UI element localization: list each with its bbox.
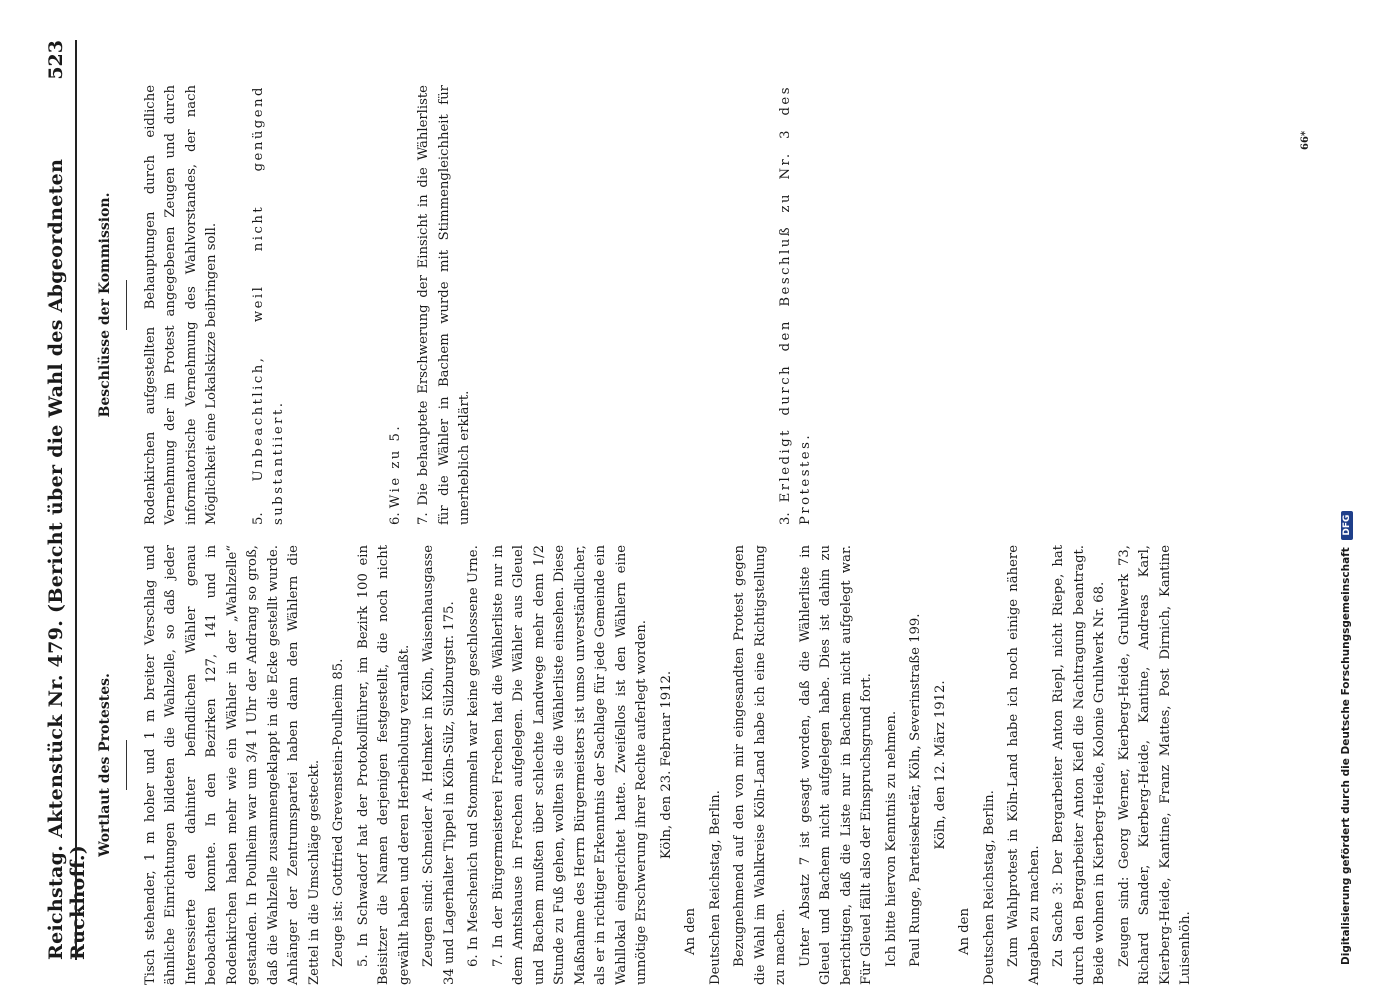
signature-mark: 66* [1300, 130, 1311, 150]
left-column [95, 85, 1201, 985]
paragraph: 5. In Schwadorf hat der Protokollführer, im Bezirk 100 ein Beisitzer die Namen derjenigen festgestellt, die noch nicht gewählt haben und deren Herbeiholung veranlaßt. [355, 545, 412, 985]
paragraph: Unter Absatz 7 ist gesagt worden, daß die Wählerliste in Gleuel und Bachem nicht aufgelegen habe. Dies ist dahin zu berichtigen, daß die Liste nur in Bachem nicht aufgelegt war. Für Gleuel fällt also der Einspruchsgrund fort. [797, 545, 874, 985]
decision-text: Die behauptete Erschwerung der Einsicht in die Wählerliste für die Wähler in Bachem wurde mit Stimmengleichheit für unerheblich erklärt. [416, 85, 472, 525]
protest-heading: Wortlaut des Protestes. [97, 673, 113, 857]
address-line: An den [683, 908, 698, 955]
heading-rule [126, 280, 127, 330]
address-line: An den [957, 908, 972, 955]
address-line: Deutschen Reichstag, Berlin. [707, 790, 723, 985]
witness-line: Zeuge ist: Gottfried Grevenstein-Poulheim 85. [331, 658, 346, 967]
dfg-logo: DFG [1341, 511, 1353, 540]
protest-text [95, 545, 1201, 985]
decision-number: 3. [777, 512, 793, 525]
paragraph: Zu Sache 3: Der Bergarbeiter Anton Riepl, nicht Riepe, hat durch den Bergarbeiter Anton Kiefl die Nachtragung beantragt. Beide wohnen in Kierberg-Heide, Kolonie Gruhlwerk Nr. 68. [1051, 545, 1107, 985]
running-header [45, 40, 89, 960]
funding-text: Digitalisierung gefördert durch die Deutsche Forschungsgemeinschaft [1340, 547, 1352, 965]
witness-line: Zeugen sind: Schneider A. Helmker in Köln, Waisenhausgasse 34 und Lagerhalter Tippel in Köln-Sülz, Sülzburgstr. 175. [421, 545, 457, 985]
decision-text: Wie zu 5. [387, 423, 403, 509]
decision-3 [776, 85, 817, 525]
decision-number: 7. [416, 512, 431, 525]
witness-line: Zeugen sind: Georg Werner, Kierberg-Heide, Gruhlwerk 73, Richard Sander, Kierberg-Heide, Kantine, Andreas Karl, Kierberg-Heide, Kantine, Franz Mattes, Post Dirnich, Kantine Luisenhöh. [1116, 545, 1193, 985]
signature-line: Paul Runge, Parteisekretär, Köln, Severinstraße 199. [908, 613, 923, 967]
commission-text [95, 85, 1201, 525]
decision-number: 5. [250, 512, 266, 525]
date-line: Köln, den 23. Februar 1912. [658, 670, 674, 860]
decision-text: Unbeachtlich, weil nicht genügend substantiiert. [250, 85, 286, 525]
decision-7 [414, 85, 476, 525]
heading-rule [126, 740, 127, 790]
commission-heading: Beschlüsse der Kommission. [97, 192, 113, 418]
paragraph: Zum Wahlprotest in Köln-Land habe ich noch einige nähere Angaben zu machen. [1006, 545, 1042, 985]
page-number: 523 [45, 40, 67, 80]
decision-text: Erledigt durch den Beschluß zu Nr. 3 des Protestes. [777, 85, 813, 525]
paragraph: 6. In Meschenich und Stommeln war keine geschlossene Urne. [466, 545, 481, 967]
date-line: Köln, den 12. März 1912. [932, 680, 948, 850]
header-title: Reichstag. Aktenstück Nr. 479. (Bericht über die Wahl des Abgeordneten Ruckhoff.) [45, 158, 89, 960]
paragraph: Bezugnehmend auf den von mir eingesandten Protest gegen die Wahl im Wahlkreise Köln-Land habe ich eine Richtigstellung zu machen. [732, 545, 788, 985]
digitization-note [1340, 15, 1353, 965]
paragraph: Ich bitte hiervon Kenntnis zu nehmen. [883, 710, 899, 967]
decision-6 [386, 85, 407, 525]
paragraph: 7. In der Bürgermeisterei Frechen hat die Wählerliste nur in dem Amtshause in Frechen aufgelegen. Die Wähler aus Gleuel und Bachem mußten über schlechte Landwege mehr denn 1/2 Stunde zu Fuß gehen, wollten sie die Wählerliste einsehen. Diese Maßnahme des Herrn Bürgermeisters ist umso unverständlicher, als er in richtiger Erkenntnis der Sachlage für jede Gemeinde ein Wahllokal eingerichtet hatte. Zweifellos ist den Wählern eine unnötige Erschwerung ihrer Rechte auferlegt worden. [490, 545, 649, 985]
decision-number: 6. [387, 512, 403, 525]
header-rule [75, 40, 77, 960]
address-line: Deutschen Reichstag, Berlin. [981, 790, 997, 985]
paragraph: Tisch stehender, 1 m hoher und 1 m breiter Verschlag und ähnliche Einrichtungen bildeten die Wahlzelle, so daß jeder Interessierte den dahinter befindlichen Wähler genau beobachten konnte. In den Bezirken 127, 141 und in Rodenkirchen haben mehr wie ein Wähler in der „Wahlzelle“ gestanden. In Poulheim war um 3/4 1 Uhr der Andrang so groß, daß die Wahlzelle zusammengeklappt in die Ecke gestellt wurde. Anhänger der Zentrumspartei haben dann den Wählern die Zettel in die Umschläge gesteckt. [142, 545, 322, 985]
decision: Rodenkirchen aufgestellten Behauptungen durch eidliche Vernehmung der im Protest angegebenen Zeugen und durch informatorische Vernehmung des Wahlvorstandes, der nach Möglichkeit eine Lokalskizze beibringen soll. [142, 85, 219, 525]
decision-5 [249, 85, 290, 525]
